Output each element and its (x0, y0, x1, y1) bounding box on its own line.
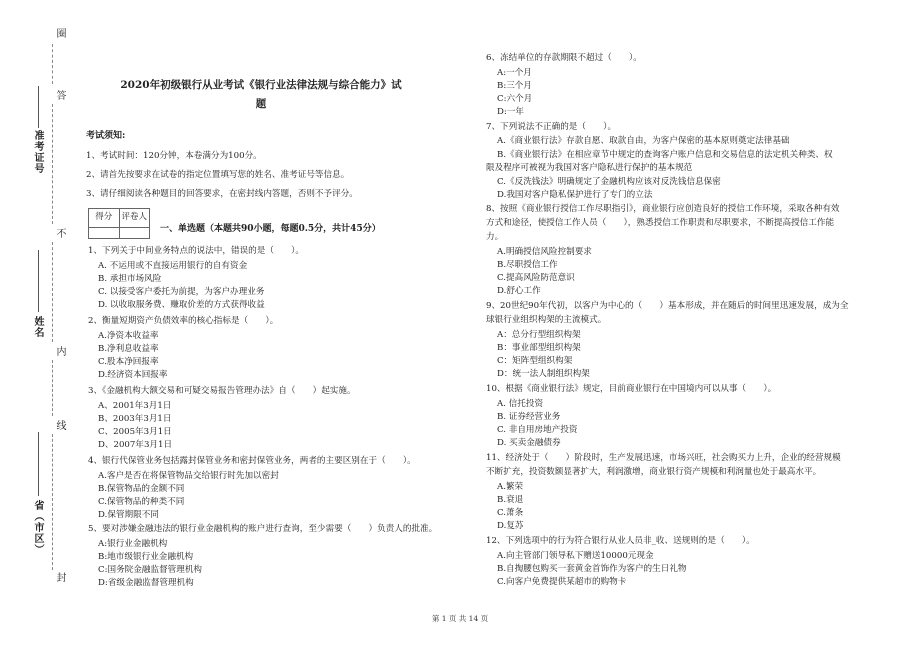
page-number: 第 1 页 共 14 页 (431, 614, 489, 623)
answer-option[interactable]: A、2001年3月1日 (98, 401, 172, 411)
answer-option[interactable]: A. 信托投资 (497, 399, 544, 409)
answer-option[interactable]: B.尽职授信工作 (497, 260, 558, 270)
score-box-blank-row[interactable] (88, 226, 150, 239)
answer-option[interactable]: D.经济资本回报率 (98, 370, 168, 380)
binding-char-top: 圈 (54, 28, 65, 39)
section-heading: 一、单选题（本题共90小题，每题0.5分，共计45分） (160, 224, 381, 234)
question-text: 8、按照《商业银行授信工作尽职指引》，商业银行应创造良好的授信工作环境，采取各种有效 (486, 204, 840, 214)
binding-char-seal: 封 (54, 572, 65, 583)
binding-char-no: 不 (54, 228, 65, 239)
answer-option[interactable]: D:省级金融监督管理机构 (98, 578, 194, 588)
answer-option[interactable]: C. 非自用房地产投资 (497, 425, 578, 435)
answer-option[interactable]: A. 不运用或不直接运用银行的自有资金 (98, 261, 248, 271)
answer-option-continuation: 限及程序可被视为我国对客户隐私进行保护的基本规范 (486, 163, 693, 173)
title-line-2: 题 (255, 98, 267, 110)
question-text: 方式和途径，使授信工作人员（ ），熟悉授信工作职责和尽职要求，不断提高授信工作能 (486, 218, 835, 228)
question-text: 6、冻结单位的存款期限不超过（ ）。 (486, 53, 642, 63)
answer-option[interactable]: C：矩阵型组织构架 (497, 356, 573, 366)
answer-option[interactable]: C.提高风险防范意识 (497, 273, 575, 283)
binding-char-line: 线 (54, 420, 65, 431)
question-text: 11、经济处于（ ）阶段时，生产发展迅速，市场兴旺，社会购买力上升，企业的经营规模 (486, 453, 841, 463)
answer-option[interactable]: D:一年 (497, 107, 524, 117)
answer-option[interactable]: D、2007年3月1日 (98, 440, 173, 450)
name-label: 姓名 (32, 316, 43, 338)
question-text: 5、要对涉嫌金融违法的银行业金融机构的账户进行查询，至少需要（ ）负责人的批准。 (88, 524, 438, 534)
page-title (86, 76, 436, 114)
notice-item: 2、请首先按要求在试卷的指定位置填写您的姓名、准考证号等信息。 (86, 170, 350, 180)
answer-option[interactable]: A.《商业银行法》存款自愿、取款自由，为客户保密的基本原则奠定法律基础 (497, 136, 790, 146)
question-text: 不断扩充，投资数额显著扩大，利润激增，商业银行资产规模和利润量也处于最高水平。 (486, 467, 822, 477)
answer-option[interactable]: B.《商业银行法》在相应章节中规定的查询客户账户信息和交易信息的法定机关种类、权 (497, 150, 833, 160)
answer-option[interactable]: C.向客户免费提供某超市的购物卡 (497, 577, 627, 587)
answer-option[interactable]: D. 以收取服务费、赚取价差的方式获得收益 (98, 300, 265, 310)
binding-char-answer: 答 (54, 90, 65, 101)
answer-option[interactable]: C:六个月 (497, 94, 533, 104)
answer-option[interactable]: B. 证券经营业务 (497, 412, 561, 422)
answer-option[interactable]: C. 以接受客户委托为前提，为客户办理业务 (98, 287, 265, 297)
notice-item: 1、考试时间：120分钟，本卷满分为100分。 (86, 151, 262, 161)
answer-option[interactable]: C:国务院金融监督管理机构 (98, 565, 203, 575)
notice-heading: 考试须知: (86, 131, 126, 141)
question-text: 3、《金融机构大额交易和可疑交易报告管理办法》自（ ）起实施。 (88, 386, 356, 396)
province-field[interactable] (38, 432, 39, 496)
answer-option[interactable]: D. 买卖金融债券 (497, 438, 561, 448)
answer-option[interactable]: A：总分行型组织构架 (497, 330, 581, 340)
score-box (88, 208, 150, 228)
seal-dash-line (52, 360, 53, 416)
grader-label: 评卷人 (119, 209, 150, 227)
seal-dash-line (52, 104, 53, 224)
question-text: 7、下列说法不正确的是（ ）。 (486, 122, 617, 132)
answer-option[interactable]: A.净资本收益率 (98, 331, 159, 341)
answer-option[interactable]: A:银行业金融机构 (98, 539, 168, 549)
answer-option[interactable]: C.萧条 (497, 508, 524, 518)
seal-dash-line (52, 44, 53, 84)
answer-option[interactable]: B:三个月 (497, 81, 532, 91)
answer-option[interactable]: B.保管物品的金额不同 (98, 484, 185, 494)
name-field[interactable] (38, 250, 39, 312)
answer-option[interactable]: B：事业部型组织构架 (497, 343, 581, 353)
exam-number-field[interactable] (38, 86, 39, 128)
seal-dash-line (52, 434, 53, 570)
answer-option[interactable]: B.净利息收益率 (98, 344, 159, 354)
answer-option[interactable]: B. 承担市场风险 (98, 274, 162, 284)
answer-option[interactable]: A.向主管部门领导私下赠送10000元现金 (497, 551, 654, 561)
question-text: 1、下列关于中间业务特点的说法中，错误的是（ ）。 (88, 246, 305, 256)
question-text: 球银行业组织构架的主流模式。 (486, 315, 607, 325)
answer-option[interactable]: A.明确授信风险控制要求 (497, 247, 592, 257)
answer-option[interactable]: D.保管期限不同 (98, 510, 159, 520)
binding-margin (0, 0, 78, 650)
answer-option[interactable]: B.自掏腰包购买一套黄金首饰作为客户的生日礼物 (497, 564, 687, 574)
question-text: 4、银行代保管业务包括露封保管业务和密封保管业务，两者的主要区别在于（ ）。 (88, 456, 416, 466)
answer-option[interactable]: A:一个月 (497, 68, 532, 78)
answer-option[interactable]: C.保管物品的种类不同 (98, 497, 185, 507)
seal-dash-line (52, 242, 53, 342)
answer-option[interactable]: D.我国对客户隐私保护进行了专门的立法 (497, 190, 653, 200)
answer-option[interactable]: A.繁荣 (497, 482, 524, 492)
answer-option[interactable]: D：统一法人制组织构架 (497, 369, 590, 379)
answer-option[interactable]: B:地市级银行业金融机构 (98, 552, 194, 562)
title-line-1: 2020年初级银行从业考试《银行业法律法规与综合能力》试 (120, 79, 402, 91)
answer-option[interactable]: C.《反洗钱法》明确规定了金融机构应该对反洗钱信息保密 (497, 177, 721, 187)
exam-number-label: 准考证号 (32, 130, 43, 174)
answer-option[interactable]: C、2005年3月1日 (98, 427, 172, 437)
question-text: 10、根据《商业银行法》规定，目前商业银行在中国境内可以从事（ ）。 (486, 384, 777, 394)
question-text: 力。 (486, 232, 504, 242)
notice-item: 3、请仔细阅读各种题目的回答要求，在密封线内答题，否则不予评分。 (86, 189, 358, 199)
question-text: 2、衡量短期资产负债效率的核心指标是（ ）。 (88, 316, 279, 326)
province-label: 省（市区） (32, 500, 43, 555)
question-text: 12、下列选项中的行为符合银行从业人员非_收、送规则的是（ ）。 (486, 536, 755, 546)
score-label: 得分 (95, 212, 113, 222)
answer-option[interactable]: D.复苏 (497, 521, 524, 531)
answer-option[interactable]: B、2003年3月1日 (98, 414, 172, 424)
answer-option[interactable]: C.股本净回报率 (98, 357, 159, 367)
answer-option[interactable]: B.衰退 (497, 495, 524, 505)
question-text: 9、20世纪90年代初，以客户为中心的（ ）基本形成，并在随后的时间里迅速发展，成为全 (486, 301, 849, 311)
binding-char-inside: 内 (54, 346, 65, 357)
answer-option[interactable]: D.舒心工作 (497, 286, 541, 296)
answer-option[interactable]: A.客户是否在将保管物品交给银行时先加以密封 (98, 471, 279, 481)
